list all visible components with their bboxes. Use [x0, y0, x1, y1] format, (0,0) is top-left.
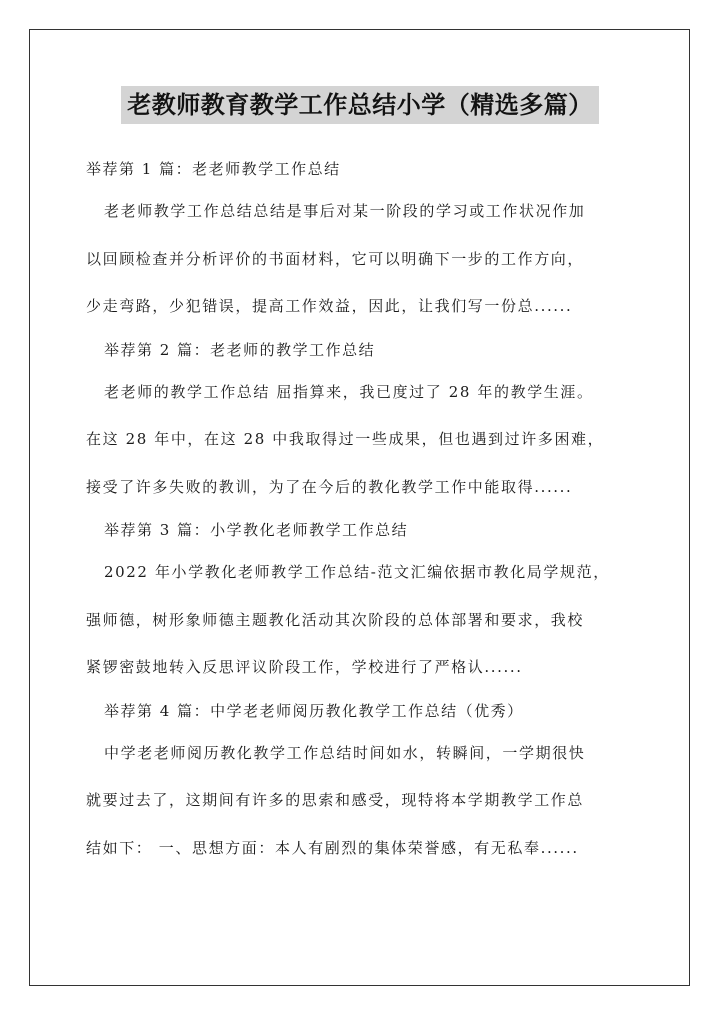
section-heading-4: 举荐第 4 篇：中学老老师阅历教化教学工作总结（优秀） [104, 701, 524, 720]
section-paragraph-2 [86, 369, 636, 512]
section-heading-1: 举荐第 1 篇：老老师教学工作总结 [86, 160, 341, 178]
section-paragraph-1 [86, 188, 636, 331]
paragraph-line: 中学老老师阅历教化教学工作总结时间如水，转瞬间，一学期很快 [104, 743, 586, 762]
section-paragraph-4 [86, 730, 636, 873]
section-heading-2: 举荐第 2 篇：老老师的教学工作总结 [104, 340, 376, 359]
paragraph-line: 紧锣密鼓地转入反思评议阶段工作，学校进行了严格认...... [86, 658, 523, 676]
paragraph-line: 少走弯路，少犯错误，提高工作效益，因此，让我们写一份总...... [86, 297, 573, 315]
paragraph-line: 接受了许多失败的教训，为了在今后的教化教学工作中能取得...... [86, 477, 573, 496]
paragraph-line: 结如下： 一、思想方面：本人有剧烈的集体荣誉感，有无私奉...... [86, 838, 579, 857]
document-title: 老教师教育教学工作总结小学（精选多篇） [121, 86, 599, 124]
paragraph-line: 强师德，树形象师德主题教化活动其次阶段的总体部署和要求，我校 [86, 610, 585, 629]
paragraph-line: 就要过去了，这期间有许多的思索和感受，现特将本学期教学工作总 [86, 791, 585, 809]
document-body [86, 150, 636, 872]
paragraph-line: 在这 28 年中，在这 28 中我取得过一些成果，但也遇到过许多困难， [86, 430, 605, 448]
section-heading-3: 举荐第 3 篇：小学教化老师教学工作总结 [104, 521, 409, 539]
paragraph-line: 以回顾检查并分析评价的书面材料，它可以明确下一步的工作方向， [86, 249, 585, 268]
title-container [0, 86, 720, 124]
paragraph-line: 老老师的教学工作总结 屈指算来，我已度过了 28 年的教学生涯。 [104, 382, 594, 401]
paragraph-line: 2022 年小学教化老师教学工作总结-范文汇编依据市教化局学规范， [104, 563, 610, 581]
section-paragraph-3 [86, 549, 636, 692]
paragraph-line: 老老师教学工作总结总结是事后对某一阶段的学习或工作状况作加 [104, 202, 586, 220]
